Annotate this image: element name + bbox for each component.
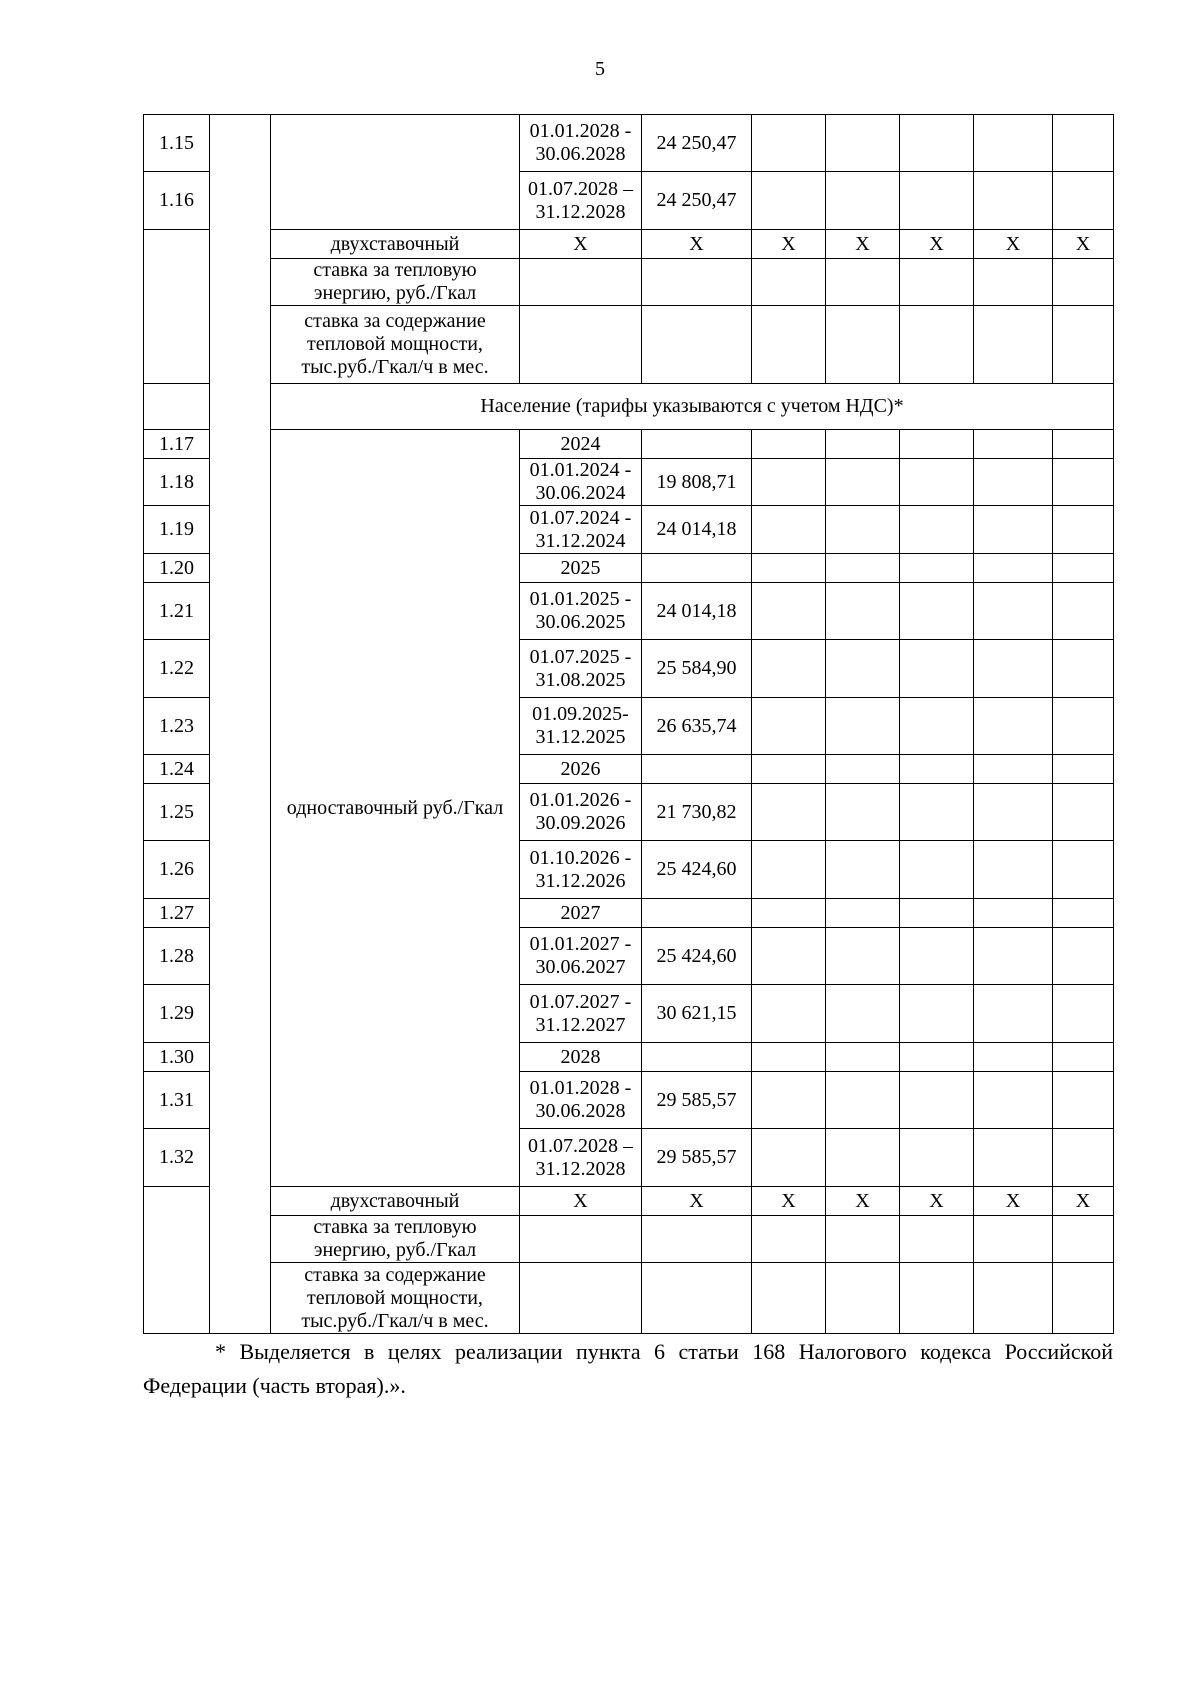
table-row	[144, 115, 1114, 172]
row-number: 1.24	[144, 755, 210, 784]
row-number: 1.22	[144, 640, 210, 698]
heat-rate-label: ставка за тепловую энергию, руб./Гкал	[271, 1216, 520, 1263]
tariff-value: 24 250,47	[642, 115, 752, 172]
table-row	[144, 384, 1114, 430]
row-number: 1.16	[144, 172, 210, 230]
year-cell: 2026	[520, 755, 642, 784]
period-cell: 01.07.2028 – 31.12.2028	[520, 1129, 642, 1187]
row-number: 1.32	[144, 1129, 210, 1187]
period-cell: 01.01.2025 - 30.06.2025	[520, 583, 642, 640]
x-mark: Х	[974, 1187, 1053, 1216]
tariff-value: 29 585,57	[642, 1072, 752, 1129]
x-mark: Х	[752, 1187, 826, 1216]
table-row	[144, 1187, 1114, 1216]
tariff-value: 25 424,60	[642, 841, 752, 899]
blank-cell	[144, 384, 210, 430]
two-part-label: двухставочный	[271, 1187, 520, 1216]
row-number: 1.29	[144, 985, 210, 1043]
x-mark: Х	[520, 1187, 642, 1216]
period-cell: 01.01.2028 - 30.06.2028	[520, 1072, 642, 1129]
capacity-rate-label: ставка за содержание тепловой мощности, тыс.руб./Гкал/ч в мес.	[271, 306, 520, 384]
period-cell: 01.01.2027 - 30.06.2027	[520, 928, 642, 985]
year-cell: 2024	[520, 430, 642, 459]
table-row	[144, 1216, 1114, 1263]
row-number: 1.27	[144, 899, 210, 928]
row-number: 1.15	[144, 115, 210, 172]
tariff-table	[143, 114, 1114, 1334]
period-cell: 01.07.2025 - 31.08.2025	[520, 640, 642, 698]
year-cell: 2025	[520, 554, 642, 583]
row-number: 1.31	[144, 1072, 210, 1129]
tariff-value: 21 730,82	[642, 784, 752, 841]
tariff-value: 29 585,57	[642, 1129, 752, 1187]
period-cell: 01.01.2028 - 30.06.2028	[520, 115, 642, 172]
table-row	[144, 230, 1114, 259]
row-number: 1.28	[144, 928, 210, 985]
page-number: 5	[595, 58, 605, 80]
footnote: * Выделяется в целях реализации пункта 6 статьи 168 Налогового кодекса Российской Федерации (часть вторая).».	[143, 1339, 1113, 1398]
table-row	[144, 259, 1114, 306]
tariff-value: 24 014,18	[642, 583, 752, 640]
tariff-value: 25 424,60	[642, 928, 752, 985]
period-cell: 01.10.2026 - 31.12.2026	[520, 841, 642, 899]
row-number: 1.25	[144, 784, 210, 841]
tariff-value: 24 014,18	[642, 506, 752, 554]
tariff-value: 24 250,47	[642, 172, 752, 230]
row-number: 1.17	[144, 430, 210, 459]
two-part-label: двухставочный	[271, 230, 520, 259]
tariff-value: 30 621,15	[642, 985, 752, 1043]
tariff-value: 25 584,90	[642, 640, 752, 698]
period-cell: 01.09.2025- 31.12.2025	[520, 698, 642, 755]
blank-cell	[144, 1187, 210, 1334]
x-mark: Х	[826, 1187, 900, 1216]
row-number: 1.26	[144, 841, 210, 899]
row-number: 1.20	[144, 554, 210, 583]
row-number: 1.18	[144, 459, 210, 506]
tariff-value: 26 635,74	[642, 698, 752, 755]
year-cell: 2028	[520, 1043, 642, 1072]
blank-column-cell	[210, 115, 271, 1334]
x-mark: Х	[642, 1187, 752, 1216]
x-mark: Х	[752, 230, 826, 259]
blank-cell	[144, 230, 210, 384]
row-number: 1.30	[144, 1043, 210, 1072]
period-cell: 01.07.2027 - 31.12.2027	[520, 985, 642, 1043]
period-cell: 01.07.2024 - 31.12.2024	[520, 506, 642, 554]
row-number: 1.19	[144, 506, 210, 554]
x-mark: Х	[1053, 230, 1114, 259]
x-mark: Х	[1053, 1187, 1114, 1216]
x-mark: Х	[520, 230, 642, 259]
year-cell: 2027	[520, 899, 642, 928]
x-mark: Х	[900, 230, 974, 259]
row-number: 1.21	[144, 583, 210, 640]
period-cell: 01.01.2024 - 30.06.2024	[520, 459, 642, 506]
x-mark: Х	[974, 230, 1053, 259]
table-row	[144, 1263, 1114, 1334]
period-cell: 01.07.2028 – 31.12.2028	[520, 172, 642, 230]
tariff-value: 19 808,71	[642, 459, 752, 506]
x-mark: Х	[642, 230, 752, 259]
capacity-rate-label: ставка за содержание тепловой мощности, тыс.руб./Гкал/ч в мес.	[271, 1263, 520, 1334]
table-row	[144, 430, 1114, 459]
x-mark: Х	[900, 1187, 974, 1216]
x-mark: Х	[826, 230, 900, 259]
period-cell: 01.01.2026 - 30.09.2026	[520, 784, 642, 841]
one-part-label: одноставочный руб./Гкал	[271, 430, 520, 1187]
table-row	[144, 306, 1114, 384]
section-header: Население (тарифы указываются с учетом НДС)*	[271, 384, 1114, 430]
row-number: 1.23	[144, 698, 210, 755]
heat-rate-label: ставка за тепловую энергию, руб./Гкал	[271, 259, 520, 306]
blank-cell	[271, 115, 520, 230]
